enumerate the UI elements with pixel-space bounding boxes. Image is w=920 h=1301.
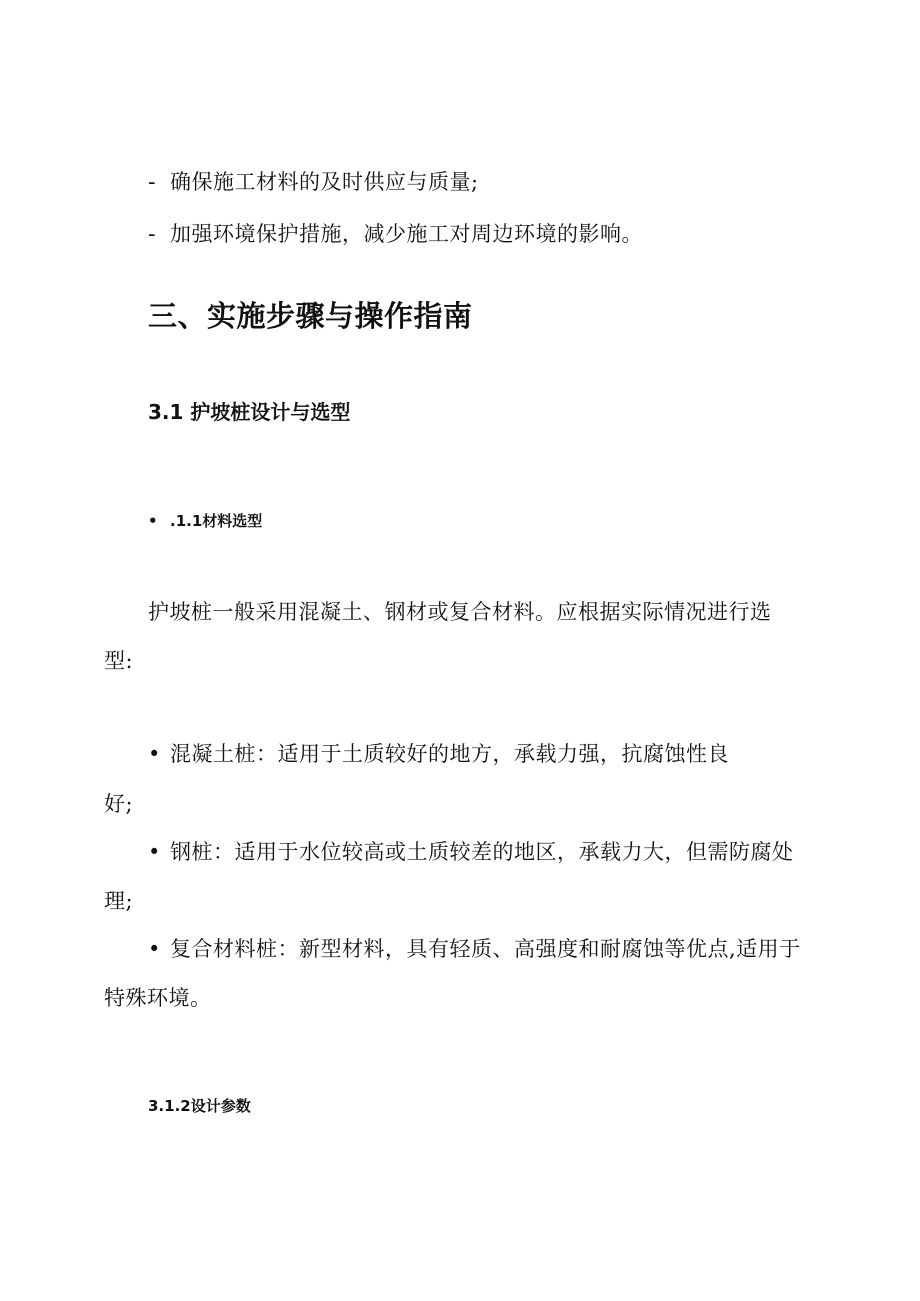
- subsection-heading: 3.1 护坡桩设计与选型: [148, 400, 351, 424]
- bullet-marker: •: [148, 840, 161, 864]
- list-item: [148, 168, 479, 196]
- bullet-item-continuation: 理;: [104, 889, 134, 913]
- sub-subsection-title: .1.1材料选型: [170, 512, 263, 530]
- dash-marker: -: [148, 222, 157, 246]
- list-item: [148, 220, 643, 248]
- dash-marker: -: [148, 170, 157, 194]
- bullet-item-text: 混凝土桩：适用于土质较好的地方，承载力强，抗腐蚀性良: [170, 742, 729, 766]
- bullet-marker: •: [148, 937, 161, 961]
- bullet-item: [148, 838, 794, 866]
- sub-subsection-heading: 3.1.2设计参数: [148, 1097, 251, 1115]
- bullet-item: [148, 935, 801, 963]
- sub-subsection-heading: [148, 510, 262, 532]
- paragraph-line: 型:: [104, 649, 134, 673]
- bullet-item-text: 复合材料桩：新型材料，具有轻质、高强度和耐腐蚀等优点,适用于: [170, 937, 801, 961]
- bullet-item-text: 钢桩：适用于水位较高或土质较差的地区，承载力大，但需防腐处: [170, 840, 794, 864]
- list-item-text: 确保施工材料的及时供应与质量;: [170, 170, 479, 194]
- bullet-marker: •: [148, 742, 161, 766]
- bullet-marker: •: [148, 512, 158, 530]
- paragraph-line: 护坡桩一般采用混凝土、钢材或复合材料。应根据实际情况进行选: [148, 600, 772, 624]
- bullet-item-continuation: 特殊环境。: [104, 986, 212, 1010]
- bullet-item-continuation: 好;: [104, 792, 134, 816]
- bullet-item: [148, 740, 729, 768]
- list-item-text: 加强环境保护措施，减少施工对周边环境的影响。: [170, 222, 643, 246]
- section-heading: 三、实施步骤与操作指南: [148, 299, 473, 333]
